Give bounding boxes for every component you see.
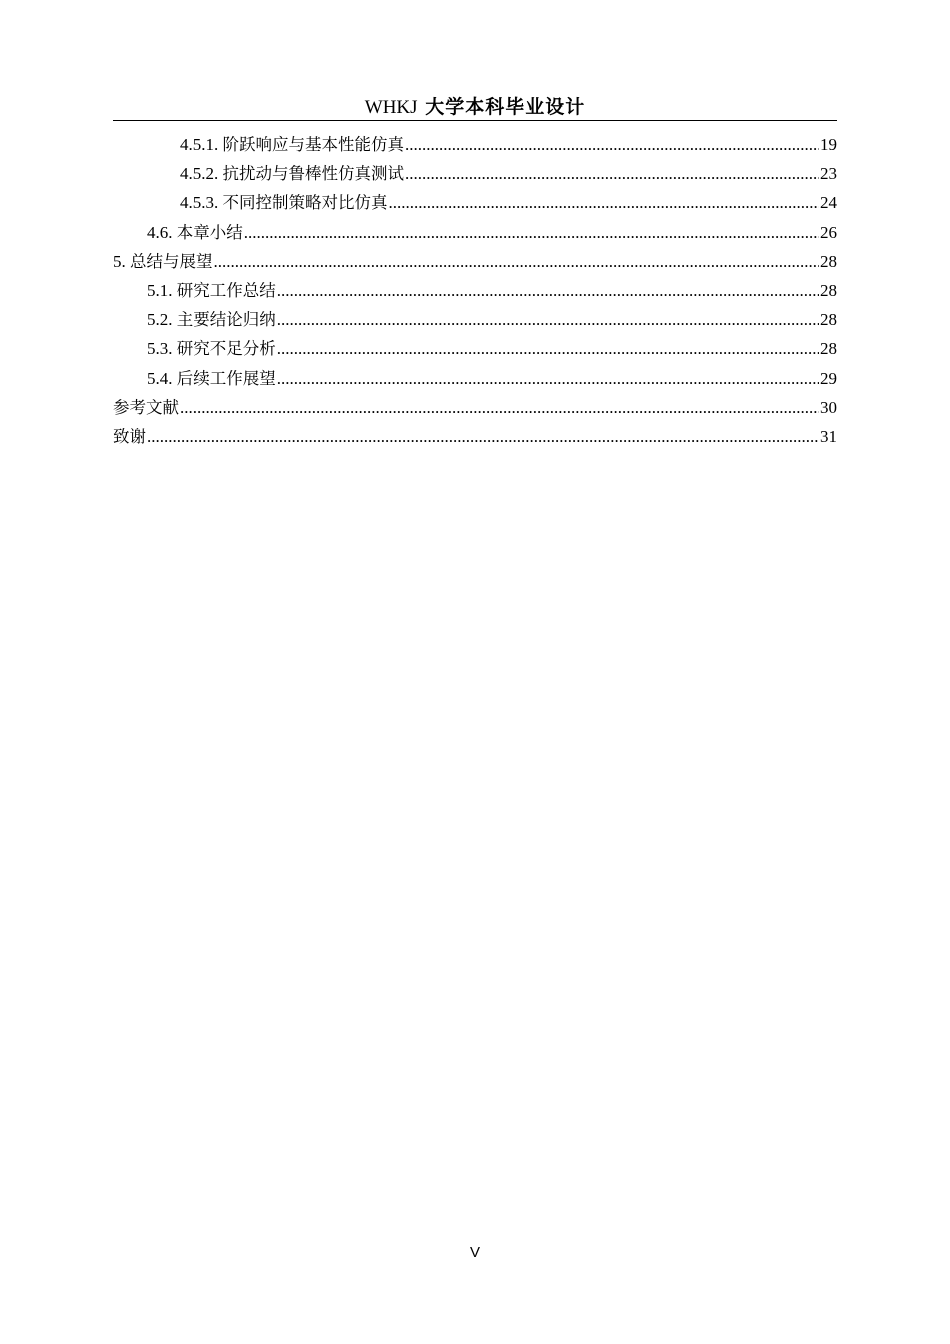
header-latin: WHKJ: [364, 97, 418, 118]
toc-dot-leader: [277, 305, 819, 334]
toc-entry[interactable]: [113, 188, 837, 217]
toc-entry-page: 28: [820, 280, 837, 300]
toc-entry-title: 参考文献: [113, 397, 179, 417]
toc-entry-page: 29: [820, 368, 837, 388]
toc-entry-page: 31: [820, 426, 837, 446]
toc-entry-title: 抗扰动与鲁棒性仿真测试: [222, 164, 404, 184]
toc-entry-page: 28: [820, 310, 837, 330]
toc-entry-title: 阶跃响应与基本性能仿真: [222, 135, 404, 154]
toc-entry-title: 后续工作展望: [176, 368, 276, 388]
toc-dot-leader: [277, 276, 819, 305]
toc-entry-number: 4.6.: [147, 222, 173, 242]
toc-entry-title: 致谢: [113, 426, 146, 446]
toc-entry-page: 23: [820, 164, 837, 184]
toc-entry[interactable]: [113, 305, 837, 334]
toc-dot-leader: [405, 130, 819, 159]
toc-entry-number: 5.1.: [147, 280, 173, 300]
toc-entry[interactable]: [113, 276, 837, 305]
toc-entry-title: 研究工作总结: [176, 280, 276, 300]
toc-entry-page: 26: [820, 222, 837, 242]
toc-entry-number: 4.5.1.: [180, 135, 219, 154]
toc-dot-leader: [277, 364, 819, 393]
page-number: V: [469, 1244, 480, 1261]
toc-entry-title: 不同控制策略对比仿真: [222, 193, 388, 213]
header-title: 大学本科毕业设计: [425, 96, 586, 118]
page-header: [113, 94, 837, 121]
toc-entry-page: 28: [820, 251, 837, 271]
toc-entry[interactable]: [113, 422, 837, 451]
toc-entry-title: 主要结论归纳: [176, 310, 276, 330]
toc-entry-number: 4.5.2.: [180, 164, 219, 184]
toc-entry-page: 30: [820, 397, 837, 417]
toc-dot-leader: [244, 218, 819, 247]
toc-entry[interactable]: [113, 130, 837, 159]
toc-entry[interactable]: [113, 364, 837, 393]
toc-dot-leader: [405, 159, 819, 188]
toc-entry-number: 5.4.: [147, 368, 173, 388]
toc-entry-number: 5.2.: [147, 310, 173, 330]
toc-entry[interactable]: [113, 247, 837, 276]
toc-entry-page: 24: [820, 193, 837, 213]
toc-entry[interactable]: [113, 334, 837, 363]
table-of-contents: [113, 130, 837, 451]
toc-entry[interactable]: [113, 159, 837, 188]
toc-dot-leader: [180, 393, 819, 422]
toc-entry[interactable]: [113, 393, 837, 422]
toc-dot-leader: [277, 334, 819, 363]
toc-entry-title: 研究不足分析: [176, 339, 276, 359]
toc-entry-number: 4.5.3.: [180, 193, 219, 213]
toc-dot-leader: [389, 188, 820, 217]
toc-dot-leader: [147, 422, 819, 451]
toc-entry-title: 本章小结: [176, 222, 243, 242]
toc-entry-page: 19: [820, 135, 837, 154]
toc-entry-number: 5.3.: [147, 339, 173, 359]
toc-entry-page: 28: [820, 339, 837, 359]
toc-dot-leader: [214, 247, 820, 276]
toc-entry-title: 总结与展望: [130, 251, 213, 271]
toc-entry-number: 5.: [113, 251, 126, 271]
toc-entry[interactable]: [113, 218, 837, 247]
